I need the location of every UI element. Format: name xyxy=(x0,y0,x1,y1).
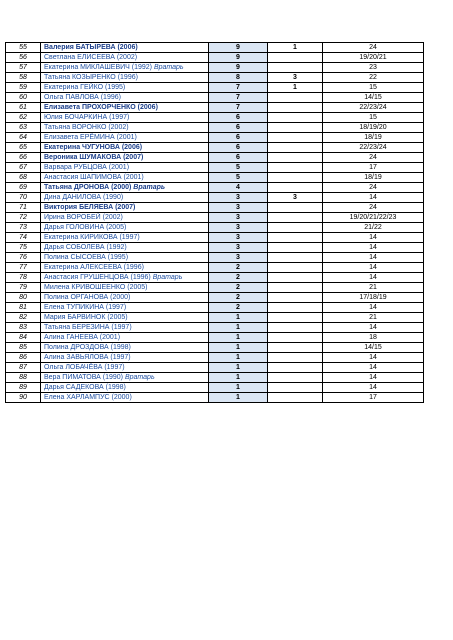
goals-cell xyxy=(268,383,323,393)
games-cell: 1 xyxy=(209,343,268,353)
shirt-numbers-cell: 22/23/24 xyxy=(323,143,424,153)
row-number-cell: 72 xyxy=(6,213,41,223)
games-cell: 6 xyxy=(209,123,268,133)
player-name: Дарья СОБОЛЕВА (1992) xyxy=(44,244,127,251)
player-name: Екатерина ЧУГУНОВА (2006) xyxy=(44,144,143,151)
table-row xyxy=(6,253,424,263)
goals-cell: 3 xyxy=(268,73,323,83)
games-cell: 7 xyxy=(209,83,268,93)
player-name: Виктория БЕЛЯЕВА (2007) xyxy=(44,204,136,211)
row-number-cell: 61 xyxy=(6,103,41,113)
games-cell: 9 xyxy=(209,53,268,63)
goals-cell: 3 xyxy=(268,193,323,203)
shirt-numbers-cell: 14/15 xyxy=(323,93,424,103)
player-name: Дарья САДЕКОВА (1998) xyxy=(44,384,126,391)
games-cell: 3 xyxy=(209,253,268,263)
row-number-cell: 83 xyxy=(6,323,41,333)
games-cell: 3 xyxy=(209,193,268,203)
shirt-numbers-cell: 24 xyxy=(323,183,424,193)
goals-cell xyxy=(268,353,323,363)
shirt-numbers-cell: 24 xyxy=(323,203,424,213)
player-name-cell xyxy=(41,83,209,93)
row-number-cell: 90 xyxy=(6,393,41,403)
player-name: Полина ОРГАНОВА (2000) xyxy=(44,294,131,301)
games-cell: 2 xyxy=(209,293,268,303)
games-cell: 6 xyxy=(209,143,268,153)
player-name: Алина ГАНЕЕВА (2001) xyxy=(44,334,121,341)
games-cell: 2 xyxy=(209,273,268,283)
table-row xyxy=(6,193,424,203)
player-name: Татьяна ВОРОНКО (2002) xyxy=(44,124,129,131)
row-number-cell: 74 xyxy=(6,233,41,243)
games-cell: 9 xyxy=(209,43,268,53)
row-number-cell: 56 xyxy=(6,53,41,63)
shirt-numbers-cell: 23 xyxy=(323,63,424,73)
games-cell: 6 xyxy=(209,153,268,163)
player-name-cell xyxy=(41,133,209,143)
games-cell: 8 xyxy=(209,73,268,83)
games-cell: 2 xyxy=(209,283,268,293)
table-row xyxy=(6,303,424,313)
player-name-cell xyxy=(41,343,209,353)
games-cell: 3 xyxy=(209,203,268,213)
row-number-cell: 88 xyxy=(6,373,41,383)
goals-cell xyxy=(268,123,323,133)
goals-cell xyxy=(268,393,323,403)
games-cell: 5 xyxy=(209,173,268,183)
player-name: Варвара РУБЦОВА (2001) xyxy=(44,164,130,171)
player-stats-table xyxy=(5,42,424,403)
goals-cell: 1 xyxy=(268,83,323,93)
player-name-cell xyxy=(41,313,209,323)
table-row xyxy=(6,213,424,223)
games-cell: 7 xyxy=(209,93,268,103)
table-row xyxy=(6,223,424,233)
shirt-numbers-cell: 14 xyxy=(323,263,424,273)
shirt-numbers-cell: 18 xyxy=(323,333,424,343)
games-cell: 6 xyxy=(209,113,268,123)
shirt-numbers-cell: 18/19/20 xyxy=(323,123,424,133)
player-name-cell xyxy=(41,383,209,393)
games-cell: 2 xyxy=(209,303,268,313)
table-row xyxy=(6,363,424,373)
player-name: Екатерина МИКЛАШЕВИЧ (1992) xyxy=(44,64,152,71)
player-name-cell xyxy=(41,193,209,203)
row-number-cell: 63 xyxy=(6,123,41,133)
table-row xyxy=(6,263,424,273)
shirt-numbers-cell: 14 xyxy=(323,363,424,373)
shirt-numbers-cell: 14 xyxy=(323,273,424,283)
table-row xyxy=(6,143,424,153)
games-cell: 1 xyxy=(209,393,268,403)
games-cell: 6 xyxy=(209,133,268,143)
shirt-numbers-cell: 18/19 xyxy=(323,173,424,183)
player-name-cell xyxy=(41,223,209,233)
table-row xyxy=(6,83,424,93)
goals-cell xyxy=(268,323,323,333)
table-row xyxy=(6,173,424,183)
player-rows xyxy=(6,43,424,403)
shirt-numbers-cell: 21 xyxy=(323,283,424,293)
row-number-cell: 81 xyxy=(6,303,41,313)
goals-cell xyxy=(268,103,323,113)
row-number-cell: 89 xyxy=(6,383,41,393)
goals-cell xyxy=(268,173,323,183)
table-row xyxy=(6,183,424,193)
games-cell: 1 xyxy=(209,363,268,373)
row-number-cell: 80 xyxy=(6,293,41,303)
table-row xyxy=(6,293,424,303)
player-name-cell xyxy=(41,143,209,153)
player-name: Ольга ПАВЛОВА (1996) xyxy=(44,94,121,101)
games-cell: 1 xyxy=(209,323,268,333)
shirt-numbers-cell: 14 xyxy=(323,233,424,243)
player-role: Вратарь xyxy=(133,184,166,191)
goals-cell xyxy=(268,163,323,173)
table-row xyxy=(6,333,424,343)
goals-cell xyxy=(268,223,323,233)
player-name-cell xyxy=(41,253,209,263)
row-number-cell: 87 xyxy=(6,363,41,373)
player-role: Вратарь xyxy=(124,374,155,381)
table-row xyxy=(6,313,424,323)
player-name: Екатерина ГЕЙКО (1995) xyxy=(44,84,126,91)
player-name-cell xyxy=(41,153,209,163)
player-name-cell xyxy=(41,163,209,173)
row-number-cell: 64 xyxy=(6,133,41,143)
player-name: Елена ХАРЛАМПУС (2000) xyxy=(44,394,132,401)
player-role: Вратарь xyxy=(152,274,183,281)
player-name-cell xyxy=(41,203,209,213)
row-number-cell: 77 xyxy=(6,263,41,273)
player-name-cell xyxy=(41,183,209,193)
games-cell: 3 xyxy=(209,243,268,253)
shirt-numbers-cell: 14 xyxy=(323,383,424,393)
table-row xyxy=(6,153,424,163)
goals-cell xyxy=(268,273,323,283)
shirt-numbers-cell: 14 xyxy=(323,323,424,333)
goals-cell xyxy=(268,183,323,193)
shirt-numbers-cell: 21/22 xyxy=(323,223,424,233)
player-name: Анастасия ГРУШЕНЦОВА (1996) xyxy=(44,274,151,281)
player-name: Татьяна БЕРЕЗИНА (1997) xyxy=(44,324,132,331)
table-row xyxy=(6,323,424,333)
goals-cell xyxy=(268,333,323,343)
table-row xyxy=(6,53,424,63)
games-cell: 4 xyxy=(209,183,268,193)
row-number-cell: 70 xyxy=(6,193,41,203)
table-row xyxy=(6,43,424,53)
table-row xyxy=(6,113,424,123)
games-cell: 3 xyxy=(209,233,268,243)
goals-cell xyxy=(268,253,323,263)
goals-cell xyxy=(268,373,323,383)
player-name: Милена КРИВОШЕЕНКО (2005) xyxy=(44,284,148,291)
shirt-numbers-cell: 22/23/24 xyxy=(323,103,424,113)
shirt-numbers-cell: 24 xyxy=(323,43,424,53)
row-number-cell: 73 xyxy=(6,223,41,233)
row-number-cell: 75 xyxy=(6,243,41,253)
shirt-numbers-cell: 24 xyxy=(323,153,424,163)
player-role: Вратарь xyxy=(153,64,184,71)
shirt-numbers-cell: 14 xyxy=(323,243,424,253)
table-row xyxy=(6,203,424,213)
player-name: Полина ДРОЗДОВА (1998) xyxy=(44,344,131,351)
player-name: Екатерина АЛЕКСЕЕВА (1996) xyxy=(44,264,144,271)
goals-cell xyxy=(268,93,323,103)
goals-cell xyxy=(268,363,323,373)
player-name: Дина ДАНИЛОВА (1990) xyxy=(44,194,124,201)
shirt-numbers-cell: 14 xyxy=(323,253,424,263)
row-number-cell: 69 xyxy=(6,183,41,193)
player-name: Вероника ШУМАКОВА (2007) xyxy=(44,154,144,161)
player-name-cell xyxy=(41,303,209,313)
goals-cell xyxy=(268,243,323,253)
table-row xyxy=(6,373,424,383)
player-name: Дарья ГОЛОВИНА (2005) xyxy=(44,224,127,231)
player-name-cell xyxy=(41,283,209,293)
shirt-numbers-cell: 14 xyxy=(323,373,424,383)
table-row xyxy=(6,393,424,403)
table-row xyxy=(6,383,424,393)
player-name-cell xyxy=(41,63,209,73)
games-cell: 2 xyxy=(209,263,268,273)
goals-cell xyxy=(268,343,323,353)
player-name-cell xyxy=(41,333,209,343)
player-name: Юлия БОЧАРКИНА (1997) xyxy=(44,114,130,121)
row-number-cell: 58 xyxy=(6,73,41,83)
row-number-cell: 82 xyxy=(6,313,41,323)
games-cell: 1 xyxy=(209,353,268,363)
player-name: Валерия БАТЫРЕВА (2006) xyxy=(44,44,138,51)
row-number-cell: 68 xyxy=(6,173,41,183)
table-row xyxy=(6,93,424,103)
player-name-cell xyxy=(41,93,209,103)
goals-cell xyxy=(268,53,323,63)
games-cell: 1 xyxy=(209,383,268,393)
shirt-numbers-cell: 22 xyxy=(323,73,424,83)
shirt-numbers-cell: 19/20/21 xyxy=(323,53,424,63)
table-row xyxy=(6,163,424,173)
player-name-cell xyxy=(41,213,209,223)
player-name-cell xyxy=(41,323,209,333)
player-name-cell xyxy=(41,363,209,373)
row-number-cell: 67 xyxy=(6,163,41,173)
player-name: Светлана ЕЛИСЕЕВА (2002) xyxy=(44,54,138,61)
table-row xyxy=(6,353,424,363)
row-number-cell: 60 xyxy=(6,93,41,103)
table-row xyxy=(6,133,424,143)
goals-cell xyxy=(268,233,323,243)
games-cell: 7 xyxy=(209,103,268,113)
player-name-cell xyxy=(41,263,209,273)
table-row xyxy=(6,273,424,283)
player-name-cell xyxy=(41,53,209,63)
games-cell: 9 xyxy=(209,63,268,73)
shirt-numbers-cell: 18/19 xyxy=(323,133,424,143)
player-name: Ольга ЛОБАЧЁВА (1997) xyxy=(44,364,125,371)
player-name-cell xyxy=(41,243,209,253)
player-name-cell xyxy=(41,103,209,113)
player-name: Елизавета ЕРЁМИНА (2001) xyxy=(44,134,137,141)
player-name: Мария БАРВИНОК (2005) xyxy=(44,314,128,321)
games-cell: 5 xyxy=(209,163,268,173)
player-name: Елена ТУПИКИНА (1997) xyxy=(44,304,127,311)
goals-cell: 1 xyxy=(268,43,323,53)
shirt-numbers-cell: 17 xyxy=(323,163,424,173)
row-number-cell: 79 xyxy=(6,283,41,293)
row-number-cell: 66 xyxy=(6,153,41,163)
table-row xyxy=(6,343,424,353)
row-number-cell: 62 xyxy=(6,113,41,123)
shirt-numbers-cell: 21 xyxy=(323,313,424,323)
shirt-numbers-cell: 14 xyxy=(323,193,424,203)
goals-cell xyxy=(268,293,323,303)
table-row xyxy=(6,73,424,83)
goals-cell xyxy=(268,153,323,163)
games-cell: 3 xyxy=(209,213,268,223)
goals-cell xyxy=(268,213,323,223)
player-name-cell xyxy=(41,73,209,83)
row-number-cell: 57 xyxy=(6,63,41,73)
goals-cell xyxy=(268,283,323,293)
games-cell: 1 xyxy=(209,313,268,323)
shirt-numbers-cell: 14/15 xyxy=(323,343,424,353)
row-number-cell: 78 xyxy=(6,273,41,283)
shirt-numbers-cell: 17 xyxy=(323,393,424,403)
player-name: Екатерина КИРИКОВА (1997) xyxy=(44,234,140,241)
player-name: Ирина ВОРОБЕЙ (2002) xyxy=(44,214,123,221)
player-name: Анастасия ШАПИМОВА (2001) xyxy=(44,174,144,181)
goals-cell xyxy=(268,203,323,213)
table-row xyxy=(6,123,424,133)
shirt-numbers-cell: 19/20/21/22/23 xyxy=(323,213,424,223)
row-number-cell: 65 xyxy=(6,143,41,153)
player-name: Елизавета ПРОХОРЧЕНКО (2006) xyxy=(44,104,158,111)
games-cell: 3 xyxy=(209,223,268,233)
table-row xyxy=(6,63,424,73)
player-name-cell xyxy=(41,173,209,183)
row-number-cell: 84 xyxy=(6,333,41,343)
games-cell: 1 xyxy=(209,333,268,343)
goals-cell xyxy=(268,303,323,313)
player-name-cell xyxy=(41,293,209,303)
player-name-cell xyxy=(41,373,209,383)
goals-cell xyxy=(268,133,323,143)
player-name-cell xyxy=(41,393,209,403)
shirt-numbers-cell: 14 xyxy=(323,303,424,313)
shirt-numbers-cell: 15 xyxy=(323,83,424,93)
goals-cell xyxy=(268,263,323,273)
table-row xyxy=(6,233,424,243)
shirt-numbers-cell: 15 xyxy=(323,113,424,123)
row-number-cell: 59 xyxy=(6,83,41,93)
goals-cell xyxy=(268,313,323,323)
player-name-cell xyxy=(41,113,209,123)
player-name: Полина СЫСОЕВА (1995) xyxy=(44,254,129,261)
row-number-cell: 86 xyxy=(6,353,41,363)
player-name-cell xyxy=(41,233,209,243)
row-number-cell: 85 xyxy=(6,343,41,353)
player-name: Татьяна КОЗЫРЕНКО (1996) xyxy=(44,74,138,81)
player-name-cell xyxy=(41,123,209,133)
goals-cell xyxy=(268,143,323,153)
player-name-cell xyxy=(41,353,209,363)
row-number-cell: 55 xyxy=(6,43,41,53)
row-number-cell: 71 xyxy=(6,203,41,213)
goals-cell xyxy=(268,113,323,123)
player-name: Татьяна ДРОНОВА (2000) xyxy=(44,184,132,191)
player-name-cell xyxy=(41,273,209,283)
table-row xyxy=(6,243,424,253)
row-number-cell: 76 xyxy=(6,253,41,263)
shirt-numbers-cell: 17/18/19 xyxy=(323,293,424,303)
goals-cell xyxy=(268,63,323,73)
table-row xyxy=(6,283,424,293)
table-row xyxy=(6,103,424,113)
shirt-numbers-cell: 14 xyxy=(323,353,424,363)
player-name-cell xyxy=(41,43,209,53)
player-name: Вера ПИМАТОВА (1990) xyxy=(44,374,123,381)
player-name: Алина ЗАВЬЯЛОВА (1997) xyxy=(44,354,131,361)
games-cell: 1 xyxy=(209,373,268,383)
